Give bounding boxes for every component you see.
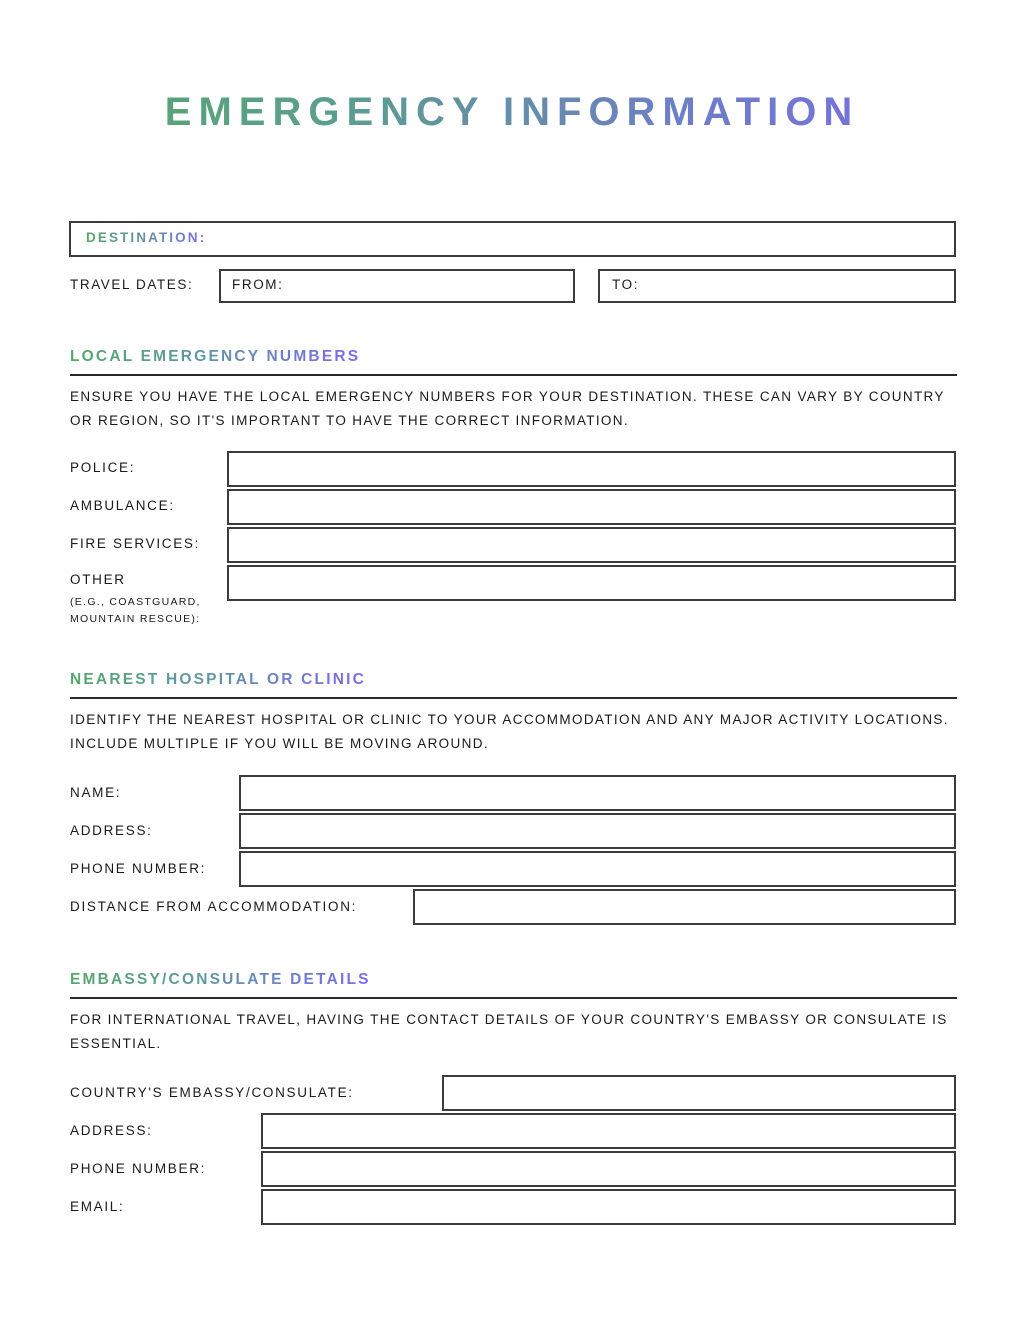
field-input-embassy-phone-number[interactable] [261, 1151, 956, 1187]
section-heading-nearest-hospital-or-clinic: NEAREST HOSPITAL OR CLINIC [70, 671, 367, 688]
section-description-nearest-hospital-or-clinic: IDENTIFY THE NEAREST HOSPITAL OR CLINIC TO YOUR ACCOMMODATION AND ANY MAJOR ACTIVITY LOCATIONS. INCLUDE MULTIPLE IF YOU WILL BE MOVING AROUND. [70, 712, 949, 751]
field-input-distance-from-accommodation[interactable] [413, 889, 956, 925]
field-input-other[interactable] [227, 565, 956, 601]
section-description-embassy-consulate-details: FOR INTERNATIONAL TRAVEL, HAVING THE CONTACT DETAILS OF YOUR COUNTRY'S EMBASSY OR CONSULATE IS ESSENTIAL. [70, 1012, 948, 1051]
field-label-police: POLICE: [70, 460, 136, 475]
field-input-hospital-phone-number[interactable] [239, 851, 956, 887]
field-label-hospital-phone-number: PHONE NUMBER: [70, 861, 207, 876]
field-label-ambulance: AMBULANCE: [70, 498, 175, 513]
section-divider [70, 997, 957, 999]
field-input-embassy-address[interactable] [261, 1113, 956, 1149]
destination-label: DESTINATION: [86, 230, 207, 245]
field-label-distance-from-accommodation: DISTANCE FROM ACCOMMODATION: [70, 899, 358, 914]
field-input-fire-services[interactable] [227, 527, 956, 563]
field-input-hospital-address[interactable] [239, 813, 956, 849]
field-input-embassy-email[interactable] [261, 1189, 956, 1225]
section-heading-embassy-consulate-details: EMBASSY/CONSULATE DETAILS [70, 971, 371, 988]
field-input-ambulance[interactable] [227, 489, 956, 525]
field-label-embassy-address: ADDRESS: [70, 1123, 153, 1138]
travel-to-input[interactable] [598, 269, 956, 303]
section-divider [70, 697, 957, 699]
field-input-hospital-name[interactable] [239, 775, 956, 811]
to-label: TO: [612, 277, 640, 292]
section-divider [70, 374, 957, 376]
travel-dates-label: TRAVEL DATES: [70, 277, 194, 292]
field-input-police[interactable] [227, 451, 956, 487]
page-title: EMERGENCY INFORMATION [0, 88, 1024, 136]
field-label-hospital-name: NAME: [70, 785, 122, 800]
from-label: FROM: [232, 277, 284, 292]
field-label-other: OTHER [70, 572, 126, 587]
field-label-country-embassy-consulate: COUNTRY'S EMBASSY/CONSULATE: [70, 1085, 354, 1100]
section-description-local-emergency-numbers: ENSURE YOU HAVE THE LOCAL EMERGENCY NUMBERS FOR YOUR DESTINATION. THESE CAN VARY BY COUNTRY OR REGION, SO IT'S IMPORTANT TO HAVE THE CORRECT INFORMATION. [70, 389, 945, 428]
field-label-fire-services: FIRE SERVICES: [70, 536, 201, 551]
field-label-embassy-phone-number: PHONE NUMBER: [70, 1161, 207, 1176]
field-label-embassy-email: EMAIL: [70, 1199, 125, 1214]
field-input-country-embassy-consulate[interactable] [442, 1075, 956, 1111]
field-sublabel-other: (E.G., COASTGUARD, MOUNTAIN RESCUE): [70, 596, 201, 625]
section-heading-local-emergency-numbers: LOCAL EMERGENCY NUMBERS [70, 348, 361, 365]
field-label-hospital-address: ADDRESS: [70, 823, 153, 838]
